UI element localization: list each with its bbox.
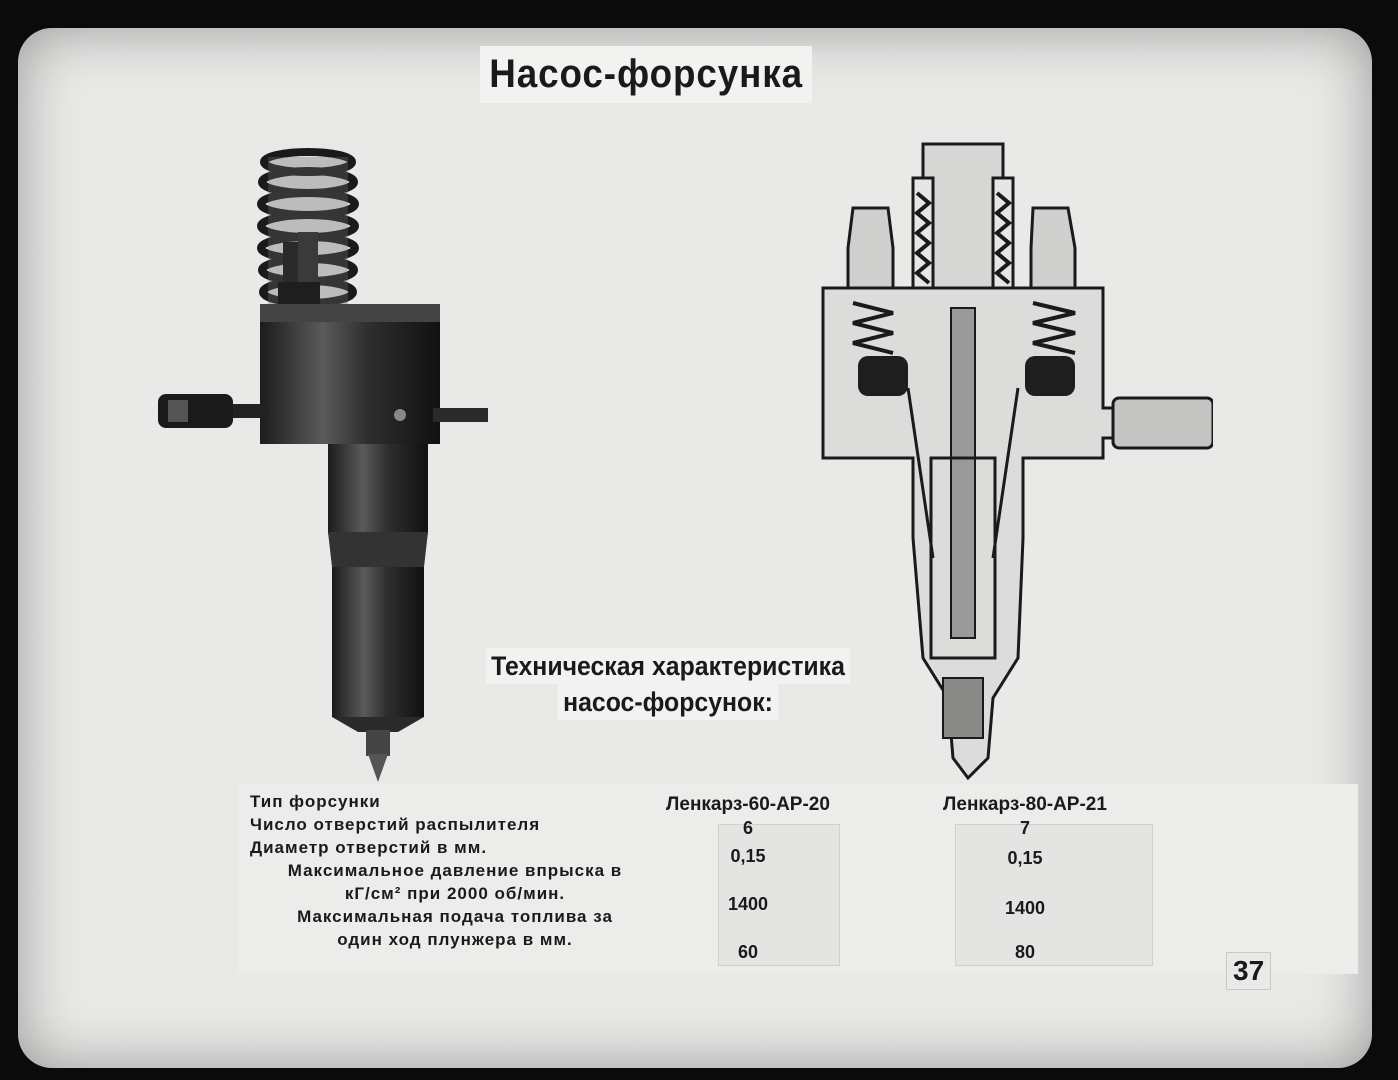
row-label-diameter: Диаметр отверстий в мм. [250,838,488,857]
diameter-value: 0,15 [1007,848,1043,868]
specification-row-labels [250,790,660,951]
row-label-pressure: Максимальное давление впрыска в [287,861,623,880]
injector-cross-section [813,138,1213,788]
diameter-value: 0,15 [730,846,766,866]
slide [18,28,1372,1068]
feed-value: 60 [737,942,759,962]
feed-value: 80 [1014,942,1036,962]
injector-photo [128,132,488,782]
row-label-holes: Число отверстий распылителя [250,815,541,834]
column-lenkarz-60 [658,794,838,962]
row-label-type: Тип форсунки [250,792,381,811]
column-header: Ленкарз-80-АР-21 [943,794,1107,815]
specification-table [238,784,1358,974]
holes-value: 6 [742,818,753,838]
page-title: Насос-форсунка [480,46,812,103]
specification-heading-line-2: насос-форсунок: [558,684,779,720]
pressure-value: 1400 [1004,898,1046,918]
column-lenkarz-80 [935,794,1115,962]
page-number: 37 [1226,952,1271,990]
row-label-feed-units: один ход плунжера в мм. [337,930,573,949]
holes-value: 7 [1019,818,1030,838]
row-label-pressure-units: кГ/см² при 2000 об/мин. [344,884,566,903]
column-header: Ленкарз-60-АР-20 [666,794,830,815]
pressure-value: 1400 [727,894,769,914]
row-label-feed: Максимальная подача топлива за [297,907,613,926]
specification-heading [466,648,871,720]
specification-heading-line-1: Техническая характеристика [486,648,851,684]
